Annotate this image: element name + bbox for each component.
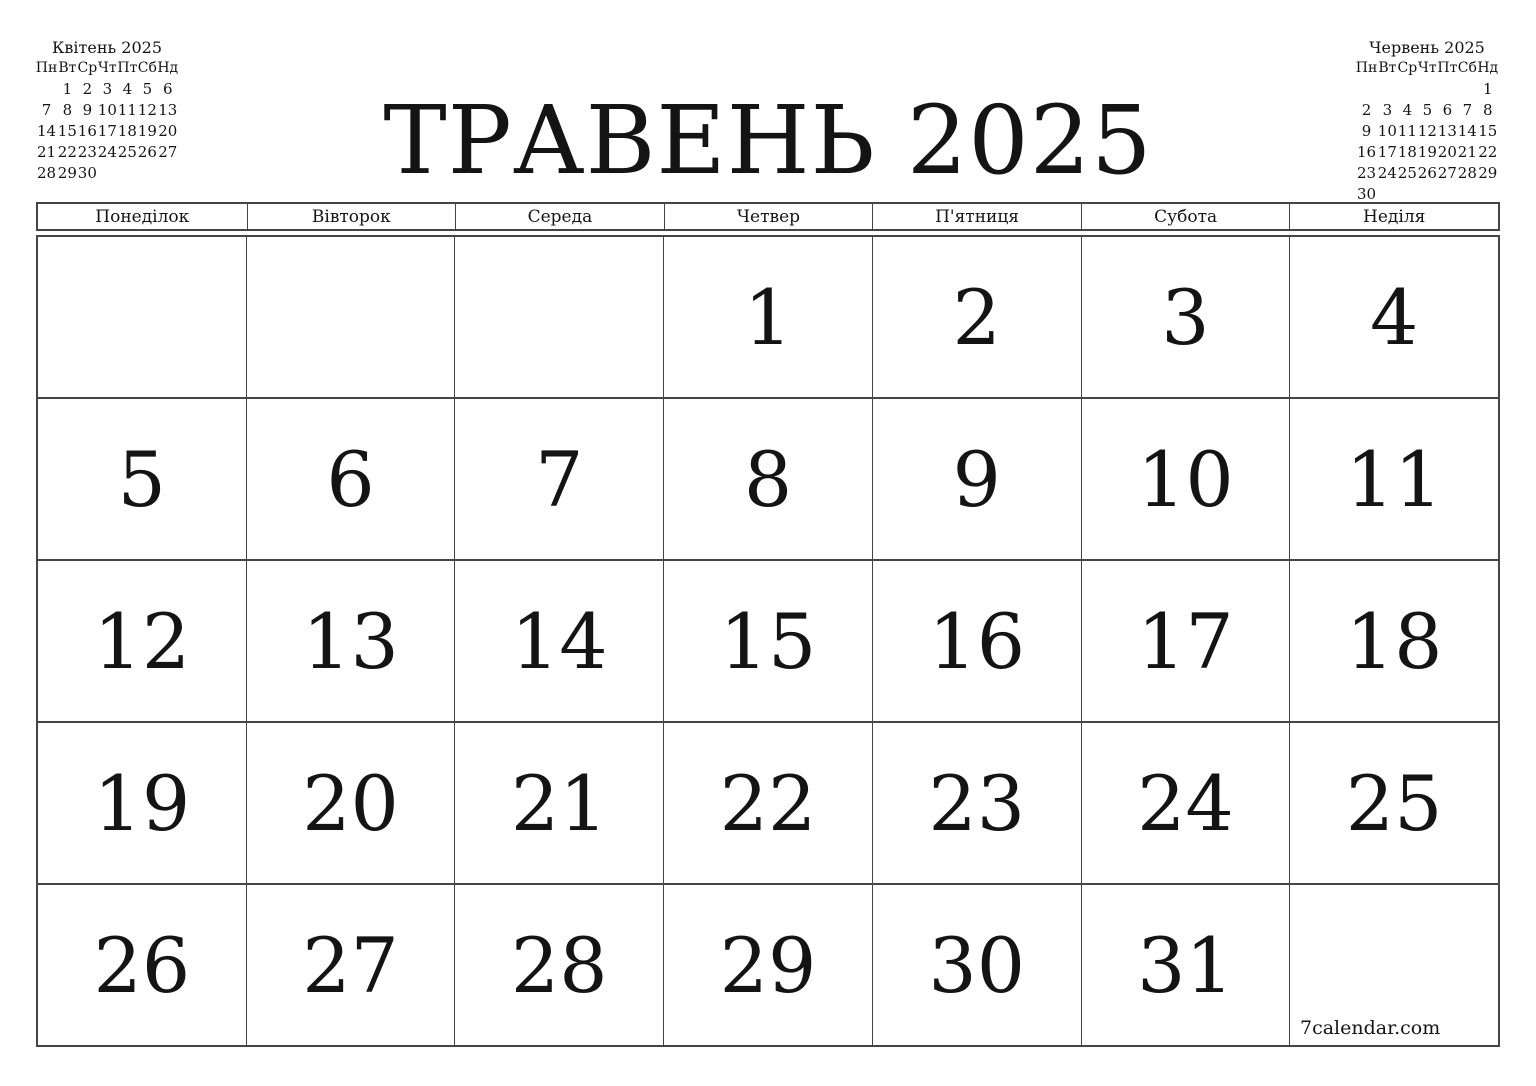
- mini-calendar-april-title: Квітень 2025: [51, 38, 162, 57]
- mini-day-cell-8: 8: [1482, 101, 1493, 119]
- day-cell-20: 20: [247, 723, 455, 883]
- day-cell-13: 13: [247, 561, 455, 721]
- day-cell-27: 27: [247, 885, 455, 1045]
- mini-day-cell-24: 24: [1377, 164, 1397, 182]
- mini-weekday-header: Пн: [35, 60, 58, 76]
- day-cell-6: 6: [247, 399, 455, 559]
- mini-weekday-header: Чт: [1418, 60, 1437, 76]
- mini-calendar-june-title: Червень 2025: [1369, 38, 1485, 57]
- mini-day-cell-20: 20: [1437, 143, 1457, 161]
- mini-day-cell-8: 8: [62, 101, 73, 119]
- mini-day-cell-19: 19: [1417, 143, 1437, 161]
- day-cell-7: 7: [455, 399, 663, 559]
- mini-day-cell-11: 11: [1397, 122, 1417, 140]
- mini-weekday-header: Ср: [77, 60, 98, 76]
- empty-day-cell: [38, 237, 246, 397]
- day-cell-26: 26: [38, 885, 246, 1045]
- mini-weekday-header: Пт: [117, 60, 138, 76]
- mini-day-cell-15: 15: [1478, 122, 1498, 140]
- mini-day-cell-18: 18: [117, 122, 137, 140]
- mini-empty-cell: [1417, 79, 1437, 100]
- mini-day-cell-1: 1: [62, 80, 73, 98]
- day-cell-23: 23: [873, 723, 1081, 883]
- mini-day-cell-25: 25: [1397, 164, 1417, 182]
- mini-weekday-header: Вт: [58, 60, 77, 76]
- mini-weekday-header: Пт: [1437, 60, 1458, 76]
- day-cell-11: 11: [1290, 399, 1498, 559]
- mini-day-cell-23: 23: [77, 143, 97, 161]
- empty-day-cell: [455, 237, 663, 397]
- mini-day-cell-5: 5: [1422, 101, 1433, 119]
- mini-day-cell-24: 24: [97, 143, 117, 161]
- day-cell-15: 15: [664, 561, 872, 721]
- mini-day-cell-22: 22: [57, 143, 77, 161]
- mini-day-cell-15: 15: [57, 122, 77, 140]
- mini-day-cell-12: 12: [137, 101, 157, 119]
- watermark: 7calendar.com: [1300, 1017, 1441, 1039]
- mini-weekday-header: Сб: [137, 60, 157, 76]
- page-title: ТРАВЕНЬ 2025: [383, 86, 1153, 196]
- mini-day-cell-28: 28: [1457, 164, 1477, 182]
- mini-day-cell-3: 3: [1382, 101, 1393, 119]
- weekday-header: Понеділок: [38, 204, 247, 229]
- mini-calendar-june: [1353, 37, 1501, 205]
- day-cell-8: 8: [664, 399, 872, 559]
- mini-day-cell-20: 20: [158, 122, 178, 140]
- mini-empty-cell: [1437, 79, 1457, 100]
- main-calendar: [36, 202, 1500, 1047]
- mini-day-cell-28: 28: [37, 164, 57, 182]
- day-cell-25: 25: [1290, 723, 1498, 883]
- day-cell-2: 2: [873, 237, 1081, 397]
- mini-weekday-header: Чт: [98, 60, 117, 76]
- mini-day-cell-26: 26: [137, 143, 157, 161]
- mini-weekday-header: Сб: [1457, 60, 1477, 76]
- mini-day-cell-14: 14: [37, 122, 57, 140]
- mini-day-cell-29: 29: [1478, 164, 1498, 182]
- weekday-header: Вівторок: [247, 204, 456, 229]
- mini-day-cell-16: 16: [77, 122, 97, 140]
- day-cell-31: 31: [1082, 885, 1290, 1045]
- mini-day-cell-21: 21: [1457, 143, 1477, 161]
- mini-day-cell-22: 22: [1478, 143, 1498, 161]
- day-cell-22: 22: [664, 723, 872, 883]
- mini-empty-cell: [1397, 79, 1417, 100]
- day-cell-1: 1: [664, 237, 872, 397]
- day-cell-29: 29: [664, 885, 872, 1045]
- mini-day-cell-4: 4: [122, 80, 133, 98]
- day-cell-3: 3: [1082, 237, 1290, 397]
- day-cell-12: 12: [38, 561, 246, 721]
- mini-day-cell-30: 30: [77, 164, 97, 182]
- mini-day-cell-3: 3: [102, 80, 113, 98]
- mini-day-cell-19: 19: [137, 122, 157, 140]
- mini-weekday-header: Нд: [1477, 60, 1499, 76]
- mini-day-cell-4: 4: [1402, 101, 1413, 119]
- mini-day-cell-2: 2: [82, 80, 93, 98]
- mini-day-cell-14: 14: [1457, 122, 1477, 140]
- mini-day-cell-10: 10: [97, 101, 117, 119]
- calendar-grid: [36, 235, 1500, 1047]
- mini-day-cell-13: 13: [158, 101, 178, 119]
- mini-day-cell-10: 10: [1377, 122, 1397, 140]
- weekday-header-row: [36, 202, 1500, 231]
- day-cell-17: 17: [1082, 561, 1290, 721]
- weekday-header: Середа: [455, 204, 664, 229]
- weekday-header: Неділя: [1289, 204, 1498, 229]
- mini-day-cell-9: 9: [82, 101, 93, 119]
- mini-weekday-header: Нд: [157, 60, 179, 76]
- day-cell-28: 28: [455, 885, 663, 1045]
- mini-day-cell-6: 6: [162, 80, 173, 98]
- mini-day-cell-11: 11: [117, 101, 137, 119]
- mini-day-cell-21: 21: [37, 143, 57, 161]
- day-cell-9: 9: [873, 399, 1081, 559]
- mini-day-cell-7: 7: [1462, 101, 1473, 119]
- mini-weekday-header: Пн: [1355, 60, 1378, 76]
- mini-day-cell-30: 30: [1357, 185, 1377, 203]
- mini-day-cell-23: 23: [1357, 164, 1377, 182]
- weekday-header: Четвер: [664, 204, 873, 229]
- mini-day-cell-2: 2: [1361, 101, 1372, 119]
- mini-day-cell-17: 17: [1377, 143, 1397, 161]
- mini-day-cell-18: 18: [1397, 143, 1417, 161]
- mini-day-cell-25: 25: [117, 143, 137, 161]
- mini-day-cell-5: 5: [142, 80, 153, 98]
- mini-empty-cell: [1356, 79, 1378, 100]
- mini-calendar-june-grid: [1356, 58, 1498, 205]
- day-cell-5: 5: [38, 399, 246, 559]
- mini-empty-cell: [1457, 79, 1477, 100]
- day-cell-16: 16: [873, 561, 1081, 721]
- mini-day-cell-16: 16: [1357, 143, 1377, 161]
- mini-day-cell-13: 13: [1437, 122, 1457, 140]
- day-cell-4: 4: [1290, 237, 1498, 397]
- empty-day-cell: [247, 237, 455, 397]
- day-cell-19: 19: [38, 723, 246, 883]
- mini-day-cell-17: 17: [97, 122, 117, 140]
- mini-day-cell-9: 9: [1361, 122, 1372, 140]
- mini-day-cell-1: 1: [1482, 80, 1493, 98]
- day-cell-10: 10: [1082, 399, 1290, 559]
- mini-weekday-header: Вт: [1378, 60, 1397, 76]
- mini-weekday-header: Ср: [1397, 60, 1418, 76]
- mini-day-cell-29: 29: [57, 164, 77, 182]
- weekday-header: П'ятниця: [872, 204, 1081, 229]
- day-cell-24: 24: [1082, 723, 1290, 883]
- day-cell-21: 21: [455, 723, 663, 883]
- mini-day-cell-26: 26: [1417, 164, 1437, 182]
- mini-day-cell-12: 12: [1417, 122, 1437, 140]
- day-cell-18: 18: [1290, 561, 1498, 721]
- day-cell-30: 30: [873, 885, 1081, 1045]
- mini-day-cell-27: 27: [1437, 164, 1457, 182]
- mini-day-cell-7: 7: [41, 101, 52, 119]
- day-cell-14: 14: [455, 561, 663, 721]
- weekday-header: Субота: [1081, 204, 1290, 229]
- mini-day-cell-27: 27: [158, 143, 178, 161]
- mini-empty-cell: [1377, 79, 1397, 100]
- mini-day-cell-6: 6: [1442, 101, 1453, 119]
